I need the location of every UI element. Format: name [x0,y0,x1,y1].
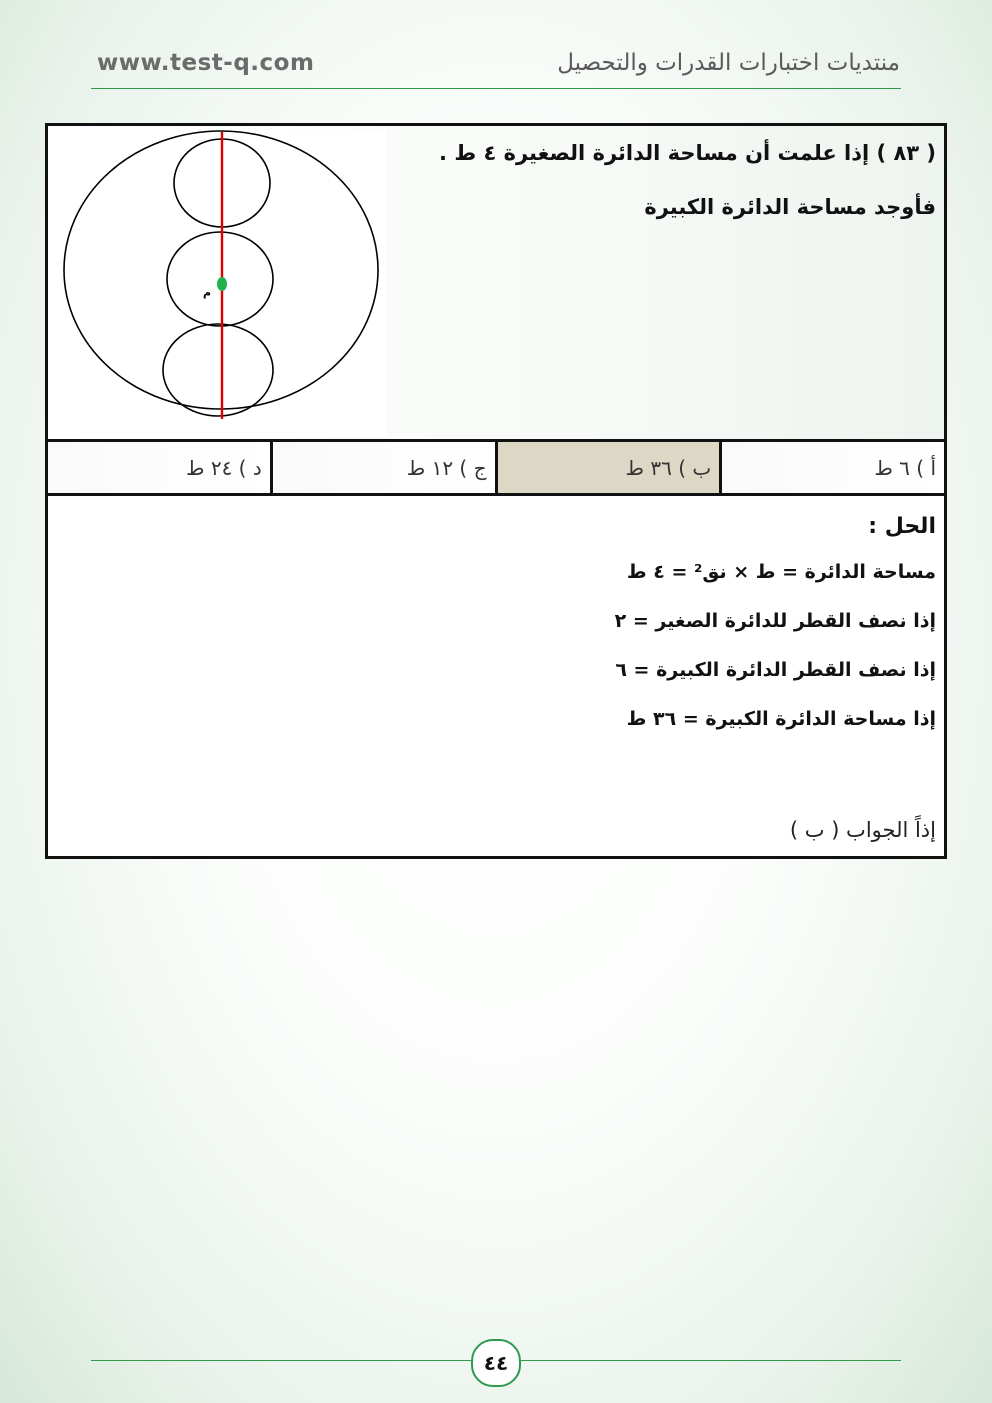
solution-title: الحل : [868,514,936,539]
question-row [48,126,944,442]
solution-line-3: إذا نصف القطر الدائرة الكبيرة = ٦ [615,659,936,681]
solution-line-1: مساحة الدائرة = ط × نق² = ٤ ط [626,561,936,583]
small-circle-bottom [163,324,273,416]
page-number: ٤٤ [471,1339,521,1387]
solution-line-2: إذا نصف القطر للدائرة الصغير = ٢ [614,610,936,632]
footer-divider-left [91,1360,471,1361]
circles-diagram [51,129,387,437]
header-divider [91,88,901,89]
question-card [45,123,947,859]
center-label: م [202,286,211,299]
question-line-1: ( ٨٣ ) إذا علمت أن مساحة الدائرة الصغيرة ٤ ط . [439,141,936,165]
center-point [217,277,227,291]
option-a[interactable]: أ ) ٦ ط [719,442,944,493]
solution-section [76,512,936,753]
options-row [48,442,944,496]
option-d[interactable]: د ) ٢٤ ط [48,442,270,493]
option-b-selected[interactable]: ب ) ٣٦ ط [495,442,720,493]
final-answer: إذاً الجواب ( ب ) [789,818,936,842]
question-line-2: فأوجد مساحة الدائرة الكبيرة [644,195,936,219]
site-url[interactable]: www.test-q.com [97,50,315,76]
question-text [396,138,936,246]
option-c[interactable]: ج ) ١٢ ط [270,442,495,493]
forum-name: منتديات اختبارات القدرات والتحصيل [557,50,900,76]
circles-figure [51,129,387,437]
solution-line-4: إذا مساحة الدائرة الكبيرة = ٣٦ ط [626,708,936,730]
footer-divider-right [521,1360,901,1361]
